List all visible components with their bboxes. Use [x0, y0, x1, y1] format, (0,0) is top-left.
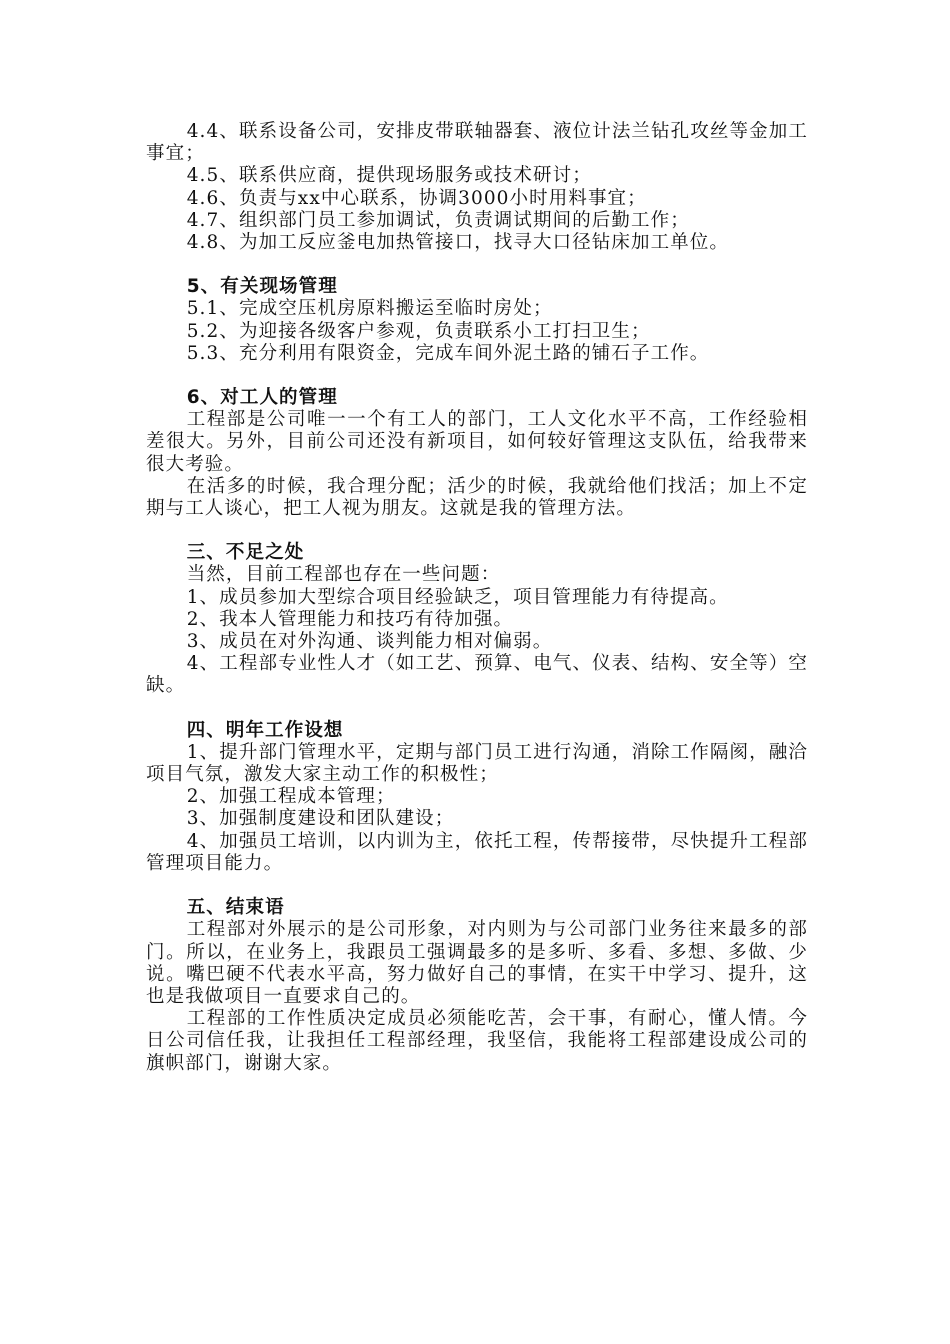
- paragraph: 4.6、负责与xx中心联系，协调3000小时用料事宜；: [186, 187, 647, 209]
- paragraph: 2、我本人管理能力和技巧有待加强。: [186, 608, 514, 630]
- paragraph: 3、成员在对外沟通、谈判能力相对偏弱。: [186, 631, 553, 653]
- paragraph: 4、工程部专业性人才（如工艺、预算、电气、仪表、结构、安全等）空缺。: [146, 653, 808, 697]
- paragraph: 5.3、充分利用有限资金，完成车间外泥土路的铺石子工作。: [186, 342, 710, 364]
- spacer: [146, 365, 808, 387]
- paragraph: 4.7、组织部门员工参加调试，负责调试期间的后勤工作；: [186, 209, 690, 231]
- paragraph: 在活多的时候，我合理分配；活少的时候，我就给他们找活；加上不定期与工人谈心，把工人视为朋友。这就是我的管理方法。: [146, 475, 808, 520]
- paragraph: 4、加强员工培训，以内训为主，依托工程，传帮接带，尽快提升工程部管理项目能力。: [146, 830, 808, 874]
- paragraph: 3、加强制度建设和团队建设；: [186, 808, 455, 830]
- paragraph: 工程部是公司唯一一个有工人的部门，工人文化水平不高，工作经验相差很大。另外，目前公司还没有新项目，如何较好管理这支队伍，给我带来很大考验。: [146, 409, 808, 475]
- section-6: [146, 387, 808, 520]
- paragraph: 工程部对外展示的是公司形象，对内则为与公司部门业务往来最多的部门。所以，在业务上，我跟员工强调最多的是多听、多看、多想、多做、少说。嘴巴硬不代表水平高，努力做好自己的事情，在实干中学习、提升，这也是我做项目一直要求自己的。: [146, 919, 808, 1007]
- paragraph: 2、加强工程成本管理；: [186, 786, 396, 808]
- paragraph: 1、成员参加大型综合项目经验缺乏，项目管理能力有待提高。: [186, 586, 729, 608]
- paragraph: 4.8、为加工反应釜电加热管接口，找寻大口径钻床加工单位。: [186, 232, 730, 254]
- document-page: [146, 121, 808, 1075]
- paragraph: 4.4、联系设备公司，安排皮带联轴器套、液位计法兰钻孔攻丝等金加工事宜；: [146, 121, 808, 165]
- spacer: [146, 520, 808, 542]
- section-heading: 五、结束语: [186, 897, 285, 919]
- section-4-tail: [146, 121, 808, 254]
- spacer: [146, 698, 808, 720]
- paragraph: 4.5、联系供应商，提供现场服务或技术研讨；: [186, 165, 592, 187]
- paragraph: 1、提升部门管理水平，定期与部门员工进行沟通，消除工作隔阂，融洽项目气氛，激发大家主动工作的积极性；: [146, 741, 808, 786]
- part-3: [146, 542, 808, 697]
- section-heading: 6、对工人的管理: [186, 387, 338, 409]
- part-5: [146, 897, 808, 1075]
- spacer: [146, 254, 808, 276]
- spacer: [146, 875, 808, 897]
- section-heading: 三、不足之处: [186, 542, 305, 564]
- section-5: [146, 276, 808, 365]
- paragraph: 5.2、为迎接各级客户参观，负责联系小工打扫卫生；: [186, 320, 651, 342]
- paragraph: 5.1、完成空压机房原料搬运至临时房处；: [186, 298, 553, 320]
- paragraph: 当然，目前工程部也存在一些问题：: [186, 564, 501, 586]
- paragraph: 工程部的工作性质决定成员必须能吃苦，会干事，有耐心，懂人情。今日公司信任我，让我担任工程部经理，我坚信，我能将工程部建设成公司的旗帜部门，谢谢大家。: [146, 1008, 808, 1074]
- section-heading: 5、有关现场管理: [186, 276, 338, 298]
- section-heading: 四、明年工作设想: [186, 719, 344, 741]
- part-4: [146, 720, 808, 875]
